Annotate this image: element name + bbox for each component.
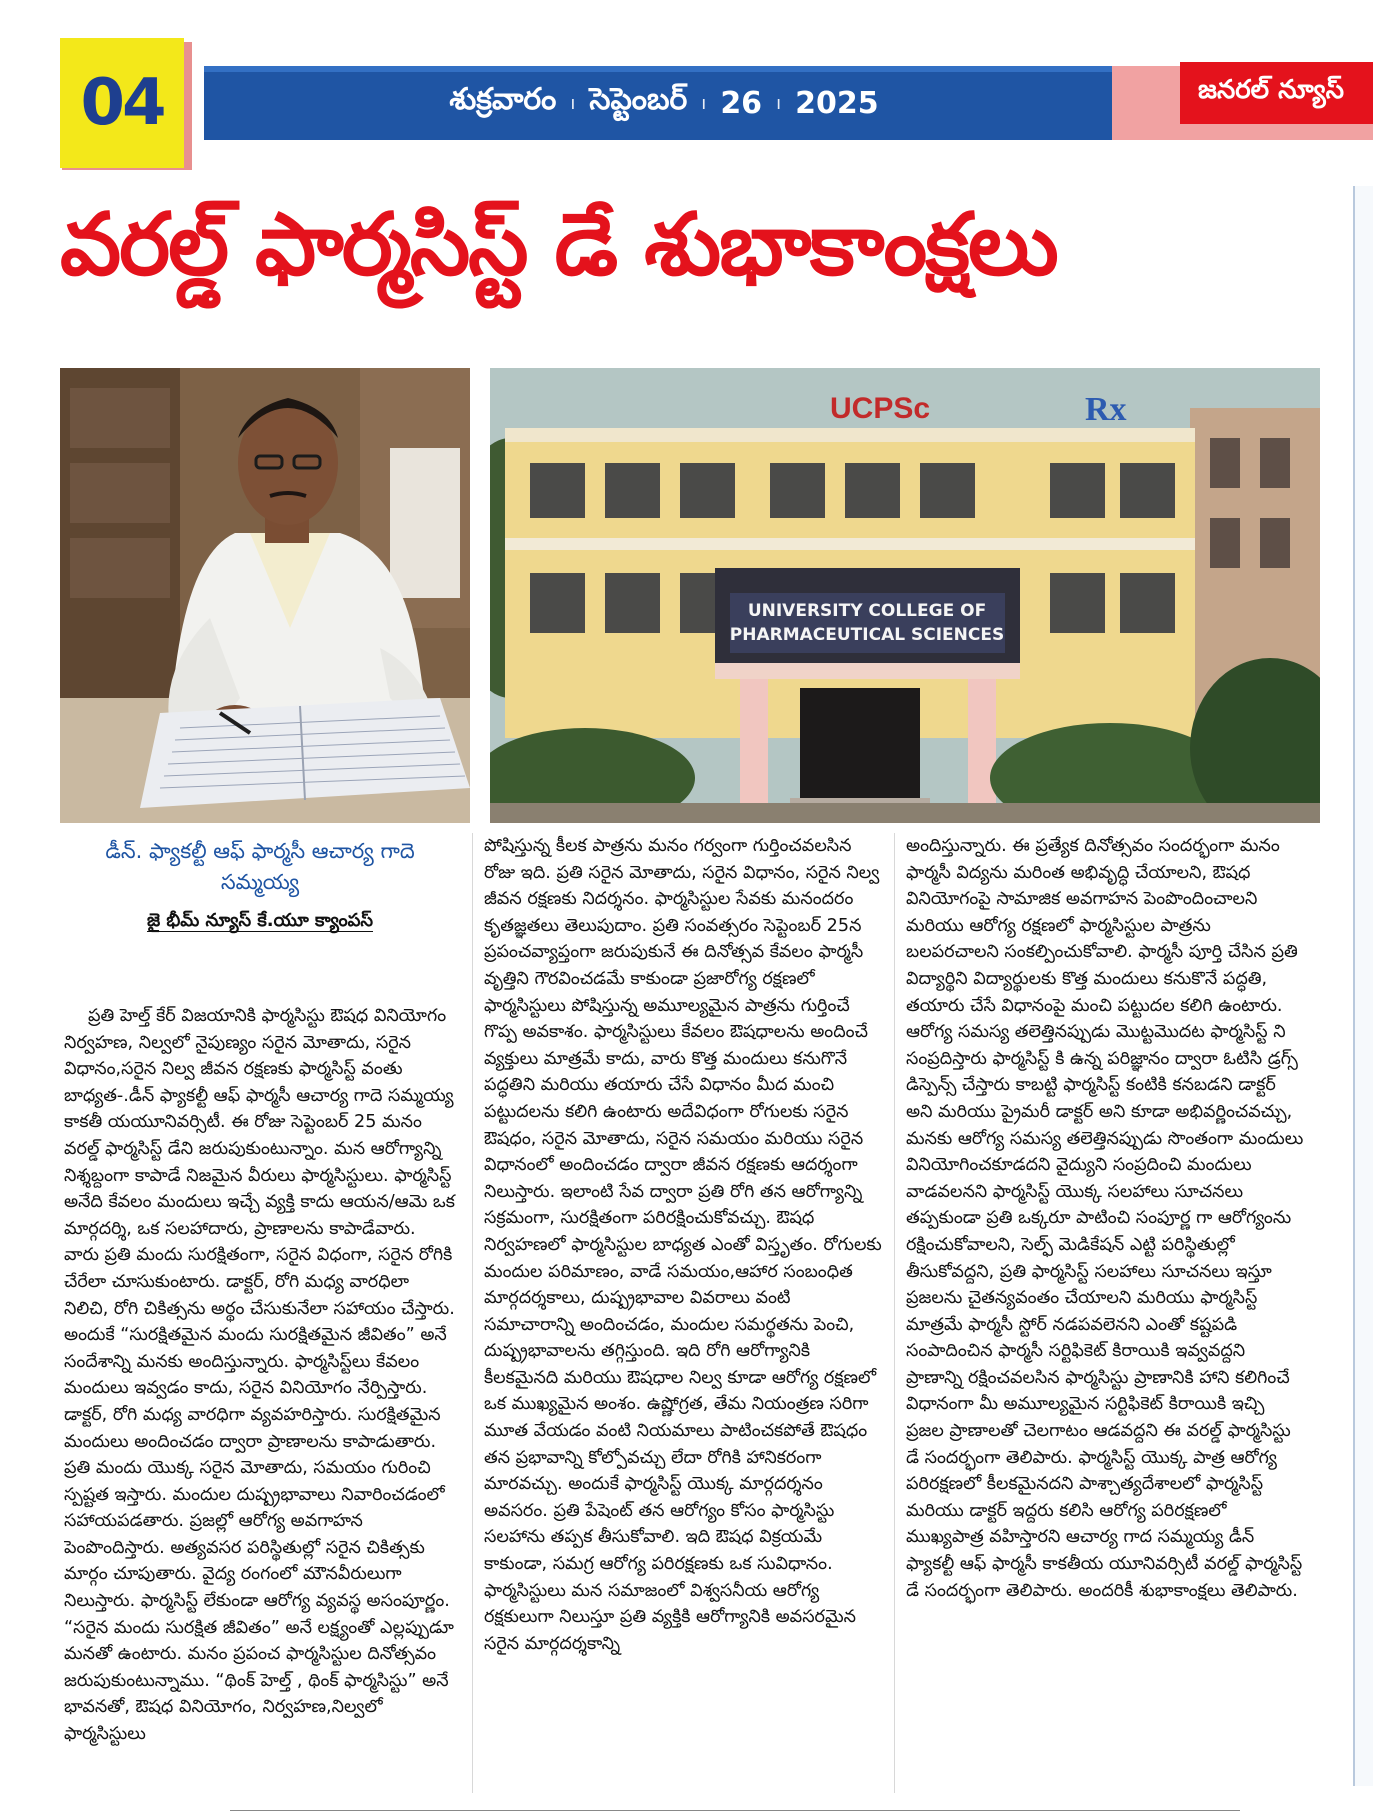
byline-text: జై భీమ్ న్యూస్ కే.యూ క్యాంపస్: [146, 910, 374, 931]
headline: వరల్డ్ ఫార్మసిస్ట్ డే శుభాకాంక్షలు: [60, 194, 1057, 295]
column-divider: [472, 833, 473, 1793]
column-divider: [894, 833, 895, 1793]
date-separator: ı: [776, 92, 782, 114]
photo-caption: డీన్. ఫ్యాకల్టీ ఆఫ్ ఫార్మసీ ఆచార్య గాదె సమ్మయ్య: [105, 839, 415, 894]
college-building-photo: [490, 368, 1320, 823]
dean-photo: [60, 368, 470, 823]
date-separator: ı: [701, 92, 707, 114]
college-name-line1: UNIVERSITY COLLEGE OF: [747, 601, 987, 621]
date-year: 2025: [795, 85, 879, 121]
bottom-rule: [230, 1810, 1240, 1811]
byline: [64, 910, 456, 940]
college-building-illustration: [490, 368, 1320, 823]
date-month: సెప్టెంబర్: [589, 82, 688, 117]
article-column-3: అందిస్తున్నారు. ఈ ప్రత్యేక దినోత్సవం సందర్భంగా మనం ఫార్మసీ విద్యను మరింత అభివృద్ధి చేయాలని, ఔషధ వినియోగంపై సామాజిక అవగాహన పెంపొందించాలని మరియు ఆరోగ్య రక్షణలో ఫార్మసిస్టుల పాత్రను బలపరచాలని సంకల్పించుకోవాలి. ఫార్మసీ పూర్తి చేసిన ప్రతి విద్యార్థిని విద్యార్థులకు కొత్త మందులు కనుకొనే పద్ధతి, తయారు చేసే విధానంపై మంచి పట్టుదల కలిగి ఉంటారు. ఆరోగ్య సమస్య తలెత్తినప్పుడు మొట్టమొదట ఫార్మసిస్ట్ ని సంప్రదిస్తారు ఫార్మసిస్ట్ కి ఉన్న పరిజ్ఞానం ద్వారా ఓటిసి డ్రగ్స్ డిస్పెన్స్ చేస్తారు కాబట్టి ఫార్మసిస్ట్ కంటికి కనబడని డాక్టర్ అని మరియు ప్రైమరీ డాక్టర్ అని కూడా అభివర్ణించవచ్చు, మనకు ఆరోగ్య సమస్య తలెత్తినప్పుడు సొంతంగా మందులు వినియోగించకూడదని వైద్యుని సంప్రదించి మందులు వాడవలనని ఫార్మసిస్ట్ యొక్క సలహాలు సూచనలు తప్పకుండా ప్రతి ఒక్కరూ పాటించి సంపూర్ణ గా ఆరోగ్యంను రక్షించుకోవాలని, సెల్ఫ్ మెడికేషన్ ఎట్టి పరిస్థితుల్లో తీసుకోవద్దని, ప్రతి ఫార్మసిస్ట్ సలహాలు సూచనలు ఇస్తూ ప్రజలను చైతన్యవంతం చేయాలని మరియు ఫార్మసిస్ట్ మాత్రమే ఫార్మసీ స్టోర్ నడపవలెనని ఎంతో కష్టపడి సంపాదించిన ఫార్మసీ సర్టిఫికెట్ కిరాయికి ఇవ్వవద్దని ప్రాణాన్ని రక్షించవలసిన ఫార్మసిస్టు ప్రాణానికి హాని కలిగించే విధానంగా మీ అమూల్యమైన సర్టిఫికెట్ కిరాయికి ఇచ్చి ప్రజల ప్రాణాలతో చెలగాటం ఆడవద్దని ఈ వరల్డ్ ఫార్మసిస్టు డే సందర్భంగా తెలిపారు. ఫార్మసిస్ట్ యొక్క పాత్ర ఆరోగ్య పరిరక్షణలో కీలకమైనదని పాశ్చాత్యదేశాలలో ఫార్మసిస్ట్ మరియు డాక్టర్ ఇద్దరు కలిసి ఆరోగ్య పరిరక్షణలో ముఖ్యపాత్ర వహిస్తారని ఆచార్య గాద సమ్మయ్య డీన్ ఫ్యాకల్టీ ఆఫ్ ఫార్మసీ కాకతీయ యూనివర్సిటీ వరల్డ్ ఫార్మసిస్ట్ డే సందర్భంగా తెలిపారు. అందరికీ శుభాకాంక్షలు తెలిపారు.: [906, 836, 1304, 1601]
issue-date: [204, 66, 1124, 140]
page-number: 04: [80, 66, 164, 140]
building-short-name: UCPSc: [830, 392, 931, 425]
article-column-2: పోషిస్తున్న కీలక పాత్రను మనం గర్వంగా గుర్తించవలసిన రోజు ఇది. ప్రతి సరైన మోతాదు, సరైన విధానం, సరైన నిల్వ జీవన రక్షణకు నిదర్శనం. ఫార్మసిస్టుల సేవకు మనందరం కృతజ్ఞతలు తెలుపుదాం. ప్రతి సంవత్సరం సెప్టెంబర్ 25న ప్రపంచవ్యాప్తంగా జరుపుకునే ఈ దినోత్సవ కేవలం ఫార్మసీ వృత్తిని గౌరవించడమే కాకుండా ప్రజారోగ్య రక్షణలో ఫార్మసిస్టులు పోషిస్తున్న అమూల్యమైన పాత్రను గుర్తించే గొప్ప అవకాశం. ఫార్మసిస్టులు కేవలం ఔషధాలను అందించే వ్యక్తులు మాత్రమే కాదు, వారు కొత్త మందులు కనుగొనే పద్ధతిని మరియు తయారు చేసే విధానం మీద మంచి పట్టుదలను కలిగి ఉంటారు అదేవిధంగా రోగులకు సరైన ఔషధం, సరైన మోతాదు, సరైన సమయం మరియు సరైన విధానంలో అందించడం ద్వారా జీవన రక్షణకు ఆదర్శంగా నిలుస్తారు. ఇలాంటి సేవ ద్వారా ప్రతి రోగి తన ఆరోగ్యాన్ని సక్రమంగా, సురక్షితంగా పరిరక్షించుకోవచ్చు. ఔషధ నిర్వహణలో ఫార్మసిస్టుల బాధ్యత ఎంతో విస్తృతం. రోగులకు మందుల పరిమాణం, వాడే సమయం,ఆహార సంబంధిత మార్గదర్శకాలు, దుష్ప్రభావాల వివరాలు వంటి సమాచారాన్ని అందించడం, మందుల సమర్థతను పెంచి, దుష్ప్రభావాలను తగ్గిస్తుంది. ఇది రోగి ఆరోగ్యానికి కీలకమైనది మరియు ఔషధాల నిల్వ కూడా ఆరోగ్య రక్షణలో ఒక ముఖ్యమైన అంశం. ఉష్ణోగ్రత, తేమ నియంత్రణ సరిగా మూత వేయడం వంటి నియమాలు పాటించకపోతే ఔషధం తన ప్రభావాన్ని కోల్పోవచ్చు లేదా రోగికి హానికరంగా మారవచ్చు. అందుకే ఫార్మసిస్ట్ యొక్క మార్గదర్శనం అవసరం. ప్రతి పేషెంట్ తన ఆరోగ్యం కోసం ఫార్మసిస్టు సలహాను తప్పక తీసుకోవాలి. ఇది ఔషధ విక్రయమే కాకుండా, సమగ్ర ఆరోగ్య పరిరక్షణకు ఒక సువిధానం. ఫార్మసిస్టులు మన సమాజంలో విశ్వసనీయ ఆరోగ్య రక్షకులుగా నిలుస్తూ ప్రతి వ్యక్తికి ఆరోగ్యానికి అవసరమైన సరైన మార్గదర్శకాన్ని: [484, 836, 882, 1654]
page-edge-rule: [1353, 186, 1373, 1786]
date-day: శుక్రవారం: [449, 82, 557, 117]
rx-symbol: Rx: [1085, 391, 1127, 428]
section-label: జనరల్ న్యూస్: [1198, 75, 1344, 105]
dean-photo-illustration: [60, 368, 470, 823]
college-name-line2: PHARMACEUTICAL SCIENCES: [729, 625, 1005, 645]
date-separator: ı: [570, 92, 576, 114]
date-day-number: 26: [720, 85, 763, 121]
article-column-1: ప్రతి హెల్త్ కేర్ విజయానికి ఫార్మసిస్టు ఔషధ వినియోగం నిర్వహణ, నిల్వలో నైపుణ్యం సరైన మోతాదు, సరైన విధానం,సరైన నిల్వ జీవన రక్షణకు ఫార్మసిస్ట్ వంతు బాధ్యత-.డీన్ ఫ్యాకల్టీ ఆఫ్ ఫార్మసీ ఆచార్య గాదె సమ్మయ్య కాకతీ యయూనివర్సిటీ. ఈ రోజు సెప్టెంబర్ 25 మనం వరల్డ్ ఫార్మసిస్ట్ డేని జరుపుకుంటున్నాం. మన ఆరోగ్యాన్ని నిశ్శబ్దంగా కాపాడే నిజమైన వీరులు ఫార్మసిస్టులు. ఫార్మసిస్ట్ అనేది కేవలం మందులు ఇచ్చే వ్యక్తి కాదు ఆయన/ఆమె ఒక మార్గదర్శి, ఒక సలహాదారు, ప్రాణాలను కాపాడేవారు. వారు ప్రతి మందు సురక్షితంగా, సరైన విధంగా, సరైన రోగికి చేరేలా చూసుకుంటారు. డాక్టర్, రోగి మధ్య వారధిలా నిలిచి, రోగి చికిత్సను అర్థం చేసుకునేలా సహాయం చేస్తారు. అందుకే “సురక్షితమైన మందు సురక్షితమైన జీవితం” అనే సందేశాన్ని మనకు అందిస్తున్నారు. ఫార్మసిస్ట్‌లు కేవలం మందులు ఇవ్వడం కాదు, సరైన వినియోగం నేర్పిస్తారు. డాక్టర్, రోగి మధ్య వారధిగా వ్యవహరిస్తారు. సురక్షితమైన మందులు అందించడం ద్వారా ప్రాణాలను కాపాడుతారు. ప్రతి మందు యొక్క సరైన మోతాదు, సమయం గురించి స్పష్టత ఇస్తారు. మందుల దుష్ప్రభావాలు నివారించడంలో సహాయపడతారు. ప్రజల్లో ఆరోగ్య అవగాహన పెంపొందిస్తారు. అత్యవసర పరిస్థితుల్లో సరైన చికిత్సకు మార్గం చూపుతారు. వైద్య రంగంలో మౌనవీరులుగా నిలుస్తారు. ఫార్మసిస్ట్ లేకుండా ఆరోగ్య వ్యవస్థ అసంపూర్ణం. “సరైన మందు సురక్షిత జీవితం” అనే లక్ష్యంతో ఎల్లప్పుడూ మనతో ఉంటారు. మనం ప్రపంచ ఫార్మసిస్టుల దినోత్సవం జరుపుకుంటున్నాము. “థింక్ హెల్త్ , థింక్ ఫార్మసిస్టు” అనే భావనతో, ఔషధ వినియోగం, నిర్వహణ,నిల్వలో ఫార్మసిస్టులు: [64, 1006, 455, 1745]
